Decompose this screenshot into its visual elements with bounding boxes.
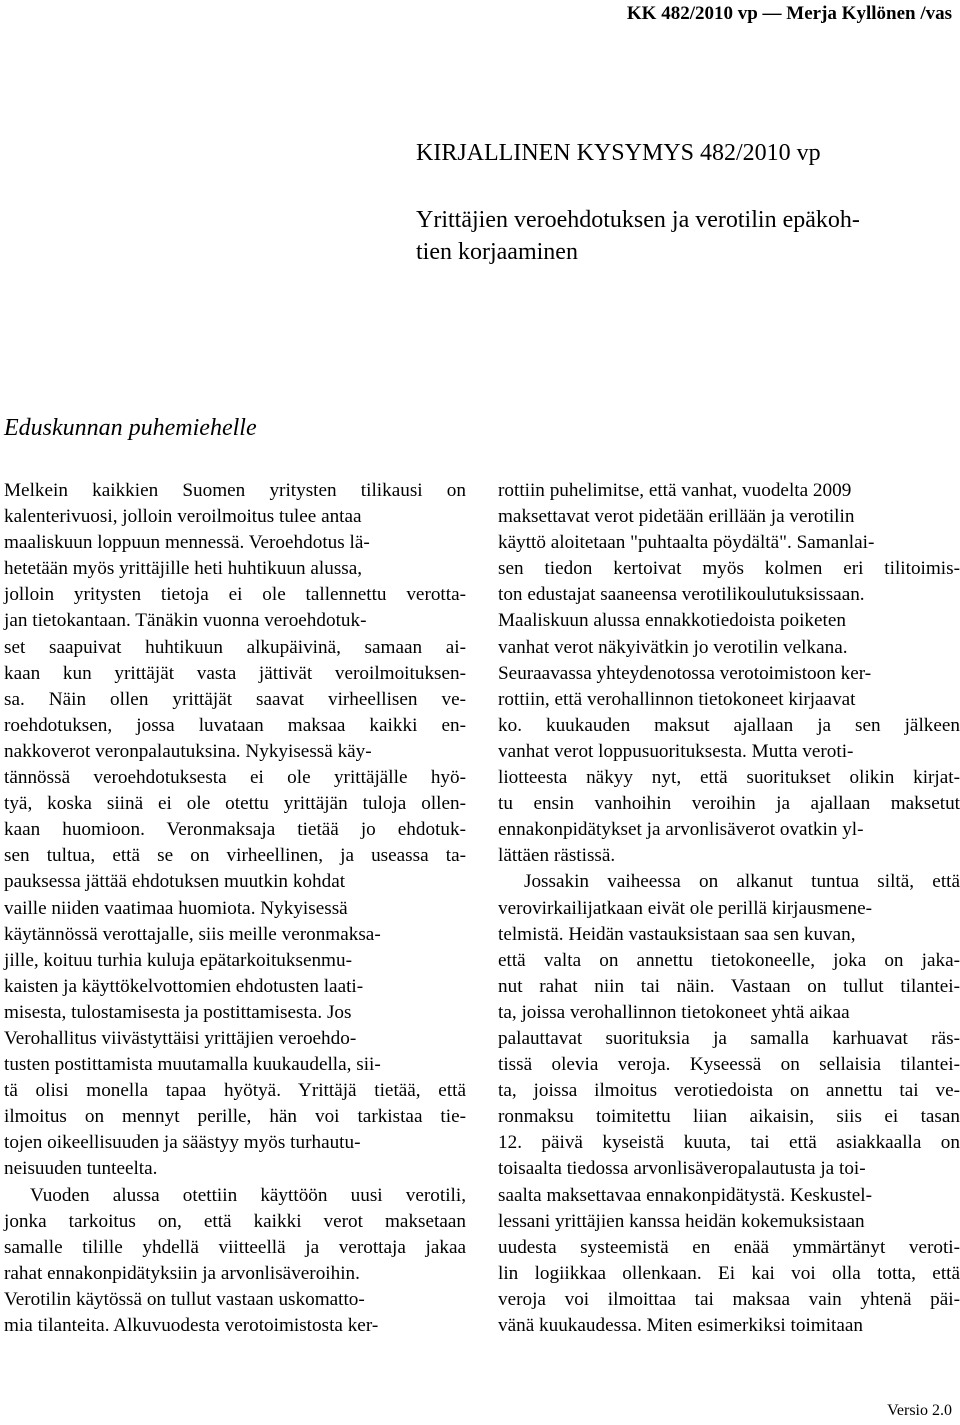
text-line: misesta, tulostamisesta ja postittamisesta. Jos: [4, 1001, 352, 1023]
text-line: vänä kuukaudessa. Miten esimerkiksi toimitaan: [498, 1315, 864, 1336]
text-line: rottiin, että verohallinnon tietokoneet kirjaavat: [498, 688, 856, 710]
text-line: tu ensin vanhoihin veroihin ja ajallaan maksetut: [498, 793, 960, 815]
text-line: veroja voi ilmoittaa tai maksaa vain yhtenä päi-: [498, 1288, 960, 1310]
text-line: vanhat verot loppusuorituksesta. Mutta veroti-: [498, 740, 854, 762]
text-line: mia tilanteita. Alkuvuodesta verotoimistosta ker-: [4, 1315, 379, 1336]
page-header: KK 482/2010 vp — Merja Kyllönen /vas: [626, 3, 952, 24]
text-line: lin logiikkaa ollenkaan. Ei kai voi olla totta, että: [498, 1262, 960, 1284]
text-line: lessani yrittäjien kanssa heidän kokemuksistaan: [498, 1210, 865, 1232]
text-line: nakkoverot veronpalautuksina. Nykyisessä käy-: [4, 740, 372, 762]
text-line: maksettavat verot pidetään erillään ja verotilin: [498, 506, 855, 528]
salutation: Eduskunnan puhemiehelle: [4, 415, 257, 441]
text-line: kaan kun yrittäjät vasta jättivät veroilmoituksen-: [4, 662, 466, 684]
text-line: ta, joissa verohallinnon tietokoneet yhtä aikaa: [498, 1001, 850, 1023]
text-line: rottiin puhelimitse, että vanhat, vuodelta 2009: [498, 480, 852, 501]
text-line: kalenterivuosi, jolloin veroilmoitus tulee antaa: [4, 506, 362, 528]
text-line: liotteesta näkyy nyt, että suoritukset olikin kirjat-: [498, 767, 960, 789]
subtitle-line: tien korjaaminen: [416, 239, 578, 265]
text-line: saalta maksettavaa ennakonpidätystä. Keskustel-: [498, 1184, 873, 1206]
text-line: toisaalta tiedossa arvonlisäveropalautusta ja toi-: [498, 1158, 866, 1180]
text-line: Jossakin vaiheessa on alkanut tuntua siltä, että: [524, 871, 960, 893]
text-line: ko. kuukauden maksut ajallaan ja sen jälkeen: [498, 714, 960, 736]
text-line: maaliskuun loppuun mennessä. Veroehdotus lä-: [4, 532, 370, 554]
text-line: roehdotuksen, jossa luvataan maksaa kaikki en-: [4, 714, 466, 736]
text-line: rahat ennakonpidätyksiin ja arvonlisäveroihin.: [4, 1262, 360, 1284]
text-line: Melkein kaikkien Suomen yritysten tilikausi on: [4, 480, 466, 501]
text-line: käyttö aloitetaan "puhtaalta pöydältä". Samanlai-: [498, 532, 875, 554]
text-line: vanhat verot näkyivätkin jo verotilin velkana.: [498, 636, 848, 658]
text-line: vaille niiden vaatimaa huomiota. Nykyisessä: [4, 897, 348, 919]
version-footer: Versio 2.0: [887, 1402, 952, 1419]
right-text-column: [498, 478, 960, 1339]
text-line: uudesta systeemistä en enää ymmärtänyt veroti-: [498, 1236, 960, 1258]
text-line: tyä, koska siinä ei ole otettu yrittäjän tuloja ollen-: [4, 793, 466, 815]
text-line: pauksessa jättää ehdotuksen muutkin kohdat: [4, 871, 346, 893]
text-line: neisuuden tunteelta.: [4, 1158, 158, 1180]
text-line: että valta on annettu tietokoneelle, joka on jaka-: [498, 949, 960, 971]
text-line: Maaliskuun alussa ennakkotiedoista poiketen: [498, 610, 846, 632]
text-line: kaan huomioon. Veronmaksaja tietää jo ehdotuk-: [4, 819, 466, 841]
document-title: KIRJALLINEN KYSYMYS 482/2010 vp: [416, 140, 821, 166]
text-line: Verotilin käytössä on tullut vastaan uskomatto-: [4, 1288, 365, 1310]
text-line: ilmoitus on mennyt perille, hän voi tarkistaa tie-: [4, 1106, 466, 1128]
text-line: 12. päivä kyseistä kuuta, tai että asiakkaalla on: [498, 1132, 960, 1154]
text-line: tojen oikeellisuuden ja säästyy myös turhautu-: [4, 1132, 361, 1154]
text-line: Vuoden alussa otettiin käyttöön uusi verotili,: [30, 1184, 466, 1206]
text-line: käytännössä verottajalle, siis meille veronmaksa-: [4, 923, 381, 945]
text-line: tissä olevia veroja. Kyseessä on sellaisia tilantei-: [498, 1054, 960, 1076]
text-line: sa. Näin ollen yrittäjät saavat virheellisen ve-: [4, 688, 466, 710]
text-line: sen tultua, että se on virheellinen, ja useassa ta-: [4, 845, 466, 867]
text-line: lättäen rästissä.: [498, 845, 616, 867]
text-line: verovirkailijatkaan eivät ole perillä kirjausmene-: [498, 897, 872, 919]
text-line: jonka tarkoitus on, että kaikki verot maksetaan: [4, 1210, 466, 1232]
text-line: tännössä veroehdotuksesta ei ole yrittäjälle hyö-: [4, 767, 466, 789]
text-line: tä olisi monella tapaa hyötyä. Yrittäjä tietää, että: [4, 1080, 466, 1102]
text-line: jan tietokantaan. Tänäkin vuonna veroehdotuk-: [4, 610, 367, 632]
text-line: ronmaksu toimitettu liian aikaisin, siis ei tasan: [498, 1106, 960, 1128]
subtitle-line: Yrittäjien veroehdotuksen ja verotilin epäkoh-: [416, 207, 860, 233]
text-line: ton edustajat saaneensa verotilikoulutuksissaan.: [498, 584, 865, 606]
text-line: hetetään myös yrittäjille heti huhtikuun alussa,: [4, 558, 363, 580]
text-line: set saapuivat huhtikuun alkupäivinä, samaan ai-: [4, 636, 466, 658]
text-line: palauttavat suorituksia ja samalla karhuavat räs-: [498, 1027, 960, 1049]
text-line: kaisten ja käyttökelvottomien ehdotusten laati-: [4, 975, 364, 997]
text-line: ta, joissa ilmoitus verotiedoista on annettu tai ve-: [498, 1080, 960, 1102]
text-line: sen tiedon kertoivat myös kolmen eri tilitoimis-: [498, 558, 960, 580]
text-line: ennakonpidätykset ja arvonlisäverot ovatkin yl-: [498, 819, 864, 841]
text-line: Verohallitus viivästyttäisi yrittäjien veroehdo-: [4, 1027, 357, 1049]
left-text-column: [4, 478, 466, 1339]
text-line: jille, koituu turhia kuluja epätarkoituksenmu-: [4, 949, 352, 971]
text-line: jolloin yritysten tietoja ei ole tallennettu verotta-: [4, 584, 466, 606]
text-line: samalle tilille yhdellä viitteellä ja verottaja jakaa: [4, 1236, 466, 1258]
text-line: telmistä. Heidän vastauksistaan saa sen kuvan,: [498, 923, 856, 945]
text-line: nut rahat niin tai näin. Vastaan on tullut tilantei-: [498, 975, 960, 997]
text-line: tusten postittamista muutamalla kuukaudella, sii-: [4, 1054, 381, 1076]
text-line: Seuraavassa yhteydenotossa verotoimistoon ker-: [498, 662, 872, 684]
document-subtitle: [416, 204, 956, 268]
